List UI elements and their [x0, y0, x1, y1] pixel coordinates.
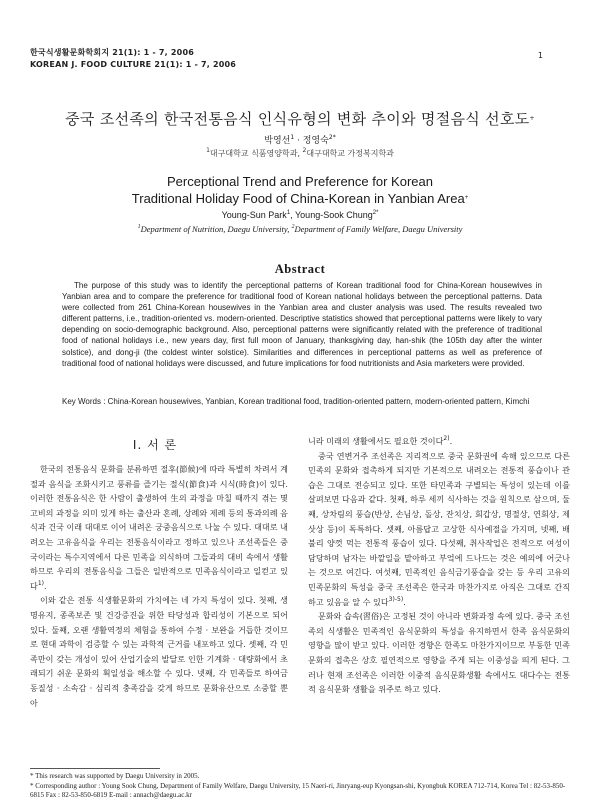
keywords-list: China-Korean housewives, Yanbian, Korean traditional food, tradition-oriented pattern, modern-oriented pattern, Kimchi: [107, 397, 530, 406]
affil-ko-sup-2: 2: [302, 147, 307, 154]
journal-title-korean: 한국식생활문화학회지 21(1): 1 - 7, 2006: [30, 48, 194, 57]
affil-ko-1: 대구대학교 식품영양학과,: [209, 149, 303, 158]
citation-sup: 3)-5): [388, 595, 404, 603]
footnote-corresponding-author: * Corresponding author : Young Sook Chung, Department of Family Welfare, Daegu University, 15 Naeri-ri, Jinryang-eup Kyongsan-shi, Kyongbuk KOREA 712-714, Korea Tel : 82-53-850-6815 Fax : 82-53-850-6819 E-mail : annach@daegu.ac.kr: [30, 782, 566, 799]
authors-english: [0, 210, 600, 220]
author-2-english: Young-Sook Chung: [295, 210, 373, 220]
keywords: [62, 396, 542, 407]
keywords-label: Key Words :: [62, 397, 108, 406]
author-1-korean: 박영선: [264, 136, 291, 146]
affiliation-english: [0, 224, 600, 234]
citation-sup: 1): [37, 579, 44, 587]
affil-en-2: Department of Family Welfare, Daegu University: [294, 224, 463, 234]
journal-header: [30, 47, 236, 71]
abstract-heading: Abstract: [274, 262, 326, 276]
citation-sup: 2): [443, 435, 450, 442]
title-korean-text: 중국 조선족의 한국전통음식 인식유형의 변화 추이와 명절음식 선호도: [65, 110, 530, 128]
authors-korean: [0, 133, 600, 146]
body-column-right: [308, 434, 570, 697]
title-english-line-2-wrap: [0, 190, 600, 207]
paragraph: 중국 연변거주 조선족은 지리적으로 중국 문화권에 속해 있으므로 다른 민족의 문화와 접촉하게 되지만 기본적으로 내려오는 전통적 풍습이나 관습은 그대로 전승되고 있다. 또한 타민족과 구별되는 특성이 있는데 이를 살펴보면 다음과 같다. 첫째, 하루 세끼 식사하는 것을 원칙으로 삼으며, 둘째, 상차림의 풍습(반상, 손님상, 돌상, 잔치상, 회갑상, 명절상, 연회상, 제삿상 등)이 독특하다. 셋째, 아름답고 고상한 식사예절을 가지며, 넷째, 배불리 양껏 먹는 전통적 풍습이 있다. 다섯째, 취사작업은 전적으로 여성이 담당하며 남자는 바깥일을 맡아하고 부엌에 드나드는 것은 예의에 어긋나는 것으로 여긴다. 여섯째, 민족적인 음식금기풍습을 갖는 등 우리 고유의 민족문화의 특성을 중국 조선족은 한국과 마찬가지로 아직은 그대로 간직하고 있음을 알 수 있다$^{3)-5)}$.: [308, 450, 570, 607]
title-english-line-1: Perceptional Trend and Preference for Korean: [167, 174, 433, 189]
footnote-divider: [30, 768, 160, 769]
paragraph-text: 중국 연변거주 조선족은 지리적으로 중국 문화권에 속해 있으므로 다른 민족의 문화와 접촉하게 되지만 기본적으로 내려오는 전통적 풍습이나 관습은 그대로 전승되고 있다. 또한 타민족과 구별되는 특성이 있는데 이를 살펴보면 다음과 같다. 첫째, 하루 세끼 식사하는 것을 원칙으로 삼으며, 둘째, 상차림의 풍습(반상, 손님상, 돌상, 잔치상, 회갑상, 명절상, 연회상, 제삿상 등)이 독특하다. 셋째, 아름답고 고상한 식사예절을 가지며, 넷째, 배불리 양껏 먹는 전통적 풍습이 있다. 다섯째, 취사작업은 전적으로 여성이 담당하며 남자는 바깥일을 맡아하고 부엌에 드나드는 것은 예의에 어긋나는 것으로 여긴다. 여섯째, 민족적인 음식금기풍습을 갖는 등 우리 고유의 민족문화의 특성을 중국 조선족은 한국과 마찬가지로 아직은 그대로 간직하고 있음을 알 수 있다: [308, 450, 570, 607]
author-2-en-sup: 2*: [372, 210, 379, 216]
affil-en-sup-1: 1: [137, 224, 141, 230]
author-1-english: Young-Sun Park: [221, 210, 287, 220]
paragraph: 문화와 습속(習俗)은 고정된 것이 아니라 변화과정 속에 있다. 중국 조선족의 식생활은 민족적인 음식문화의 특성을 유지하면서 한족 음식문화의 영향을 많이 받고 있다. 이러한 경향은 한족도 마찬가지이므로 부동한 민족문화의 접촉은 상호 필연적으로 영향을 주게 되는 이중성을 띄게 된다. 그러나 현재 조선족은 이러한 이중적 음식문화생활 속에서도 대다수는 전통적 음식문화 생활을 위주로 하고 있다.: [308, 611, 570, 695]
journal-title-english: KOREAN J. FOOD CULTURE 21(1): 1 - 7, 2006: [30, 60, 237, 69]
body-column-left: [30, 462, 288, 710]
affiliation-korean: [0, 148, 600, 159]
title-english-line-2: Traditional Holiday Food of China-Korean in Yanbian Area: [131, 191, 465, 206]
author-2-korean: 정영숙: [302, 136, 329, 146]
title-korean-mark: +: [529, 115, 535, 122]
affil-ko-sup-1: 1: [206, 147, 210, 154]
affil-ko-2: 대구대학교 가정복지학과: [306, 149, 394, 158]
author-1-sup: 1: [290, 134, 295, 141]
abstract-text: The purpose of this study was to identify the perceptional patterns of Korean traditional food for China-Korean housewives in Yanbian area and to compare the preference for traditional food of Korean national holidays between the perceptional patterns. Data were collected from 261 China-Korean housewives in the Yanbian area and cluster analysis was used. The results revealed two different patterns, i.e., tradition-oriented vs. modern-oriented. Descriptive statistics showed that perceptional patterns were likely to vary depending on socio-demographic background. Also, perceptional patterns were significantly related with the preference of traditional food of national holidays i.e., new years day, first full moon of January, thanksgiving day, han-shik (the 105th day after the winter solstice), and dong-ji (the coldest winter solstice). Similarities and differences in perceptional patterns as well as preference of traditional food of national holidays were discussed, and future implications for food nutritionists and Asia marketers were provided.: [62, 281, 542, 368]
title-english-mark: +: [464, 195, 469, 201]
paper-title-korean: [0, 108, 600, 129]
footnote-funding: * This research was supported by Daegu University in 2005.: [30, 772, 200, 780]
paragraph: 한국의 전통음식 문화를 분류하면 절후(節候)에 따라 특별히 차려서 계절과 음식을 조화시키고 풍류를 즐기는 절식(節食)과 시식(時食)이 있다. 이러한 전통음식은 한 사람이 출생하여 生의 과정을 마칠 때까지 겪는 몇 고비의 과정을 의미 있게 하는 출산과 혼례, 상례와 제례 등의 통과의례 음식과 건국 이래 대대로 이어 내려온 궁중음식으로 나눌 수 있다. 대대로 내려오는 고유음식을 우리는 전통음식이라고 정하고 있으나 조선족들은 중국이라는 특수지역에서 다른 민족을 의식하며 그들과의 대비 속에서 생활하므로 우리의 전통음식을 그들은 일반적으로 민족음식이라고 일컫고 있다$^{1)}$.: [30, 464, 288, 591]
page-number: 1: [537, 51, 543, 60]
paragraph: 이와 같은 전통 식생활문화의 가치에는 네 가지 특성이 있다. 첫째, 생명유지, 종족보존 및 건강증진을 위한 타당성과 합리성이 기본으로 되어 있다. 둘째, 오랜 생활역정의 체험을 통하여 수정 · 보완을 거듭한 것이므로 현대 과학이 검증할 수 있는 과학적 근거를 내포하고 있다. 셋째, 각 민족만이 갖는 개성이 있어 산업기술의 발달로 인한 기계화 · 대량화에서 초래되기 쉬운 문화의 획일성을 해소할 수 있다. 넷째, 각 민족들로 하여금 동질성 · 소속감 · 심리적 충족감을 갖게 하므로 문화유산으로 소중할 뿐 아: [30, 595, 288, 708]
paper-title-english: [0, 173, 600, 207]
paragraph-text: 니라 미래의 생활에서도 필요한 것이다: [308, 436, 444, 446]
section-heading: I. 서 론: [132, 438, 178, 452]
paragraph-text: 한국의 전통음식 문화를 분류하면 절후(節候)에 따라 특별히 차려서 계절과 음식을 조화시키고 풍류를 즐기는 절식(節食)과 시식(時食)이 있다. 이러한 전통음식은 한 사람이 출생하여 生의 과정을 마칠 때까지 겪는 몇 고비의 과정을 의미 있게 하는 출산과 혼례, 상례와 제례 등의 통과의례 음식과 건국 이래 대대로 이어 내려온 궁중음식으로 나눌 수 있다. 대대로 내려오는 고유음식을 우리는 전통음식이라고 정하고 있으나 조선족들은 중국이라는 특수지역에서 다른 민족을 의식하며 그들과의 대비 속에서 생활하므로 우리의 전통음식을 그들은 일반적으로 민족음식이라고 일컫고 있다: [30, 464, 288, 591]
paragraph: 니라 미래의 생활에서도 필요한 것이다$^{2)}$.: [308, 435, 453, 446]
author-2-sup: 2*: [328, 134, 336, 141]
author-1-en-sup: 1: [286, 210, 291, 216]
affil-en-1: Department of Nutrition, Daegu University,: [140, 224, 292, 234]
author-separator: ·: [294, 136, 303, 146]
author-en-separator: ,: [290, 210, 295, 220]
affil-en-sup-2: 2: [291, 224, 295, 230]
